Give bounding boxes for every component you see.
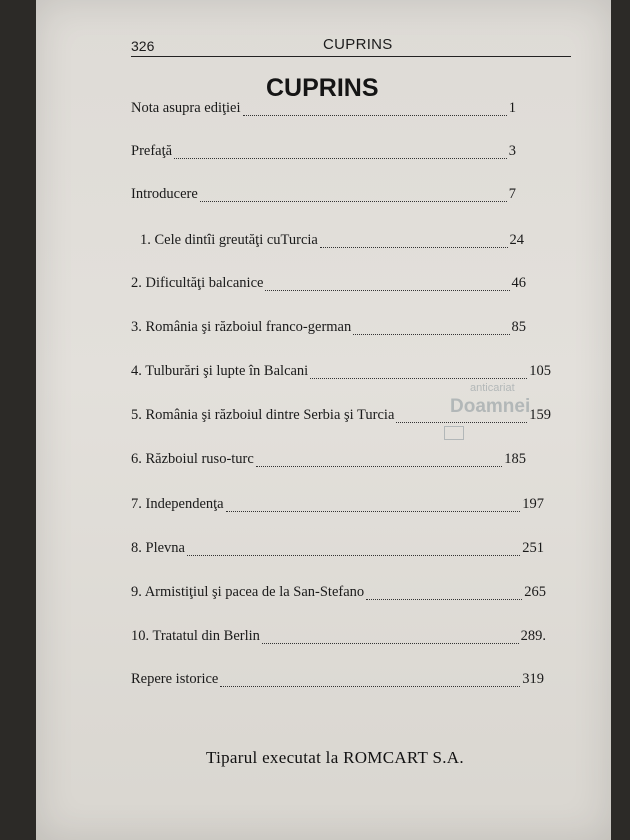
toc-entry-label: 8. Plevna bbox=[131, 540, 185, 556]
toc-entry-page: 159 bbox=[529, 407, 551, 423]
toc-entry-label: 6. Războiul ruso-turc bbox=[131, 451, 254, 467]
toc-entry-page: 251 bbox=[522, 540, 544, 556]
toc-entry bbox=[131, 451, 526, 471]
toc-leader-dots bbox=[353, 333, 509, 335]
toc-leader-dots bbox=[396, 421, 527, 423]
toc-leader-dots bbox=[174, 157, 507, 159]
printer-colophon: Tiparul executat la ROMCART S.A. bbox=[206, 748, 464, 767]
toc-entry-label: 3. România şi războiul franco-german bbox=[131, 319, 352, 335]
toc-entry-label: 10. Tratatul din Berlin bbox=[131, 628, 260, 644]
toc-entry-page: 24 bbox=[509, 232, 524, 248]
toc-entry-page: 1 bbox=[508, 100, 516, 116]
toc-leader-dots bbox=[256, 465, 502, 467]
toc-entry-page: 185 bbox=[504, 451, 526, 467]
toc-entry bbox=[131, 143, 516, 163]
toc-entry bbox=[131, 186, 516, 206]
toc-entry-label: Introducere bbox=[131, 186, 198, 202]
toc-leader-dots bbox=[243, 114, 507, 116]
toc-entry bbox=[131, 628, 546, 648]
toc-entry-page: 319 bbox=[522, 671, 544, 687]
toc-entry-page: 85 bbox=[511, 319, 526, 335]
toc-entry-label: 2. Dificultăţi balcanice bbox=[131, 275, 264, 291]
book-page bbox=[36, 0, 611, 840]
toc-entry-page: 7 bbox=[508, 186, 516, 202]
toc-entry-label: Prefaţă bbox=[131, 143, 173, 159]
toc-entry-page: 289. bbox=[520, 628, 546, 644]
toc-entry-page: 3 bbox=[508, 143, 516, 159]
table-of-contents bbox=[36, 0, 611, 840]
toc-leader-dots bbox=[366, 598, 522, 600]
toc-entry bbox=[131, 363, 551, 383]
toc-entry bbox=[131, 407, 551, 427]
toc-leader-dots bbox=[320, 246, 508, 248]
watermark-small-text: anticariat bbox=[470, 382, 515, 394]
toc-entry bbox=[131, 319, 526, 339]
toc-entry bbox=[131, 100, 516, 120]
toc-title: CUPRINS bbox=[266, 74, 379, 102]
toc-entry-label: 5. România şi războiul dintre Serbia şi Turcia bbox=[131, 407, 395, 423]
toc-entry bbox=[131, 275, 526, 295]
toc-entry-label: Nota asupra ediţiei bbox=[131, 100, 241, 116]
toc-leader-dots bbox=[262, 642, 519, 644]
toc-entry bbox=[131, 496, 544, 516]
toc-entry-label: 4. Tulburări şi lupte în Balcani bbox=[131, 363, 309, 379]
running-title: CUPRINS bbox=[323, 36, 393, 53]
toc-entry bbox=[131, 584, 546, 604]
toc-entry bbox=[131, 540, 544, 560]
page-number: 326 bbox=[131, 38, 155, 54]
toc-entry-label: 1. Cele dintîi greutăţi cuTurcia bbox=[140, 232, 318, 248]
toc-leader-dots bbox=[265, 289, 509, 291]
toc-entry-page: 105 bbox=[529, 363, 551, 379]
toc-entry-label: Repere istorice bbox=[131, 671, 219, 687]
toc-entry bbox=[131, 671, 544, 691]
toc-leader-dots bbox=[200, 200, 507, 202]
toc-entry-label: 7. Independenţa bbox=[131, 496, 224, 512]
toc-entry-label: 9. Armistiţiul şi pacea de la San-Stefano bbox=[131, 584, 365, 600]
toc-leader-dots bbox=[220, 685, 520, 687]
toc-entry-page: 46 bbox=[511, 275, 526, 291]
toc-entry-page: 265 bbox=[524, 584, 546, 600]
toc-leader-dots bbox=[226, 510, 521, 512]
watermark-big-text: Doamnei bbox=[450, 396, 531, 417]
toc-leader-dots bbox=[310, 377, 527, 379]
toc-leader-dots bbox=[187, 554, 520, 556]
toc-entry bbox=[140, 232, 524, 252]
toc-entry-page: 197 bbox=[522, 496, 544, 512]
